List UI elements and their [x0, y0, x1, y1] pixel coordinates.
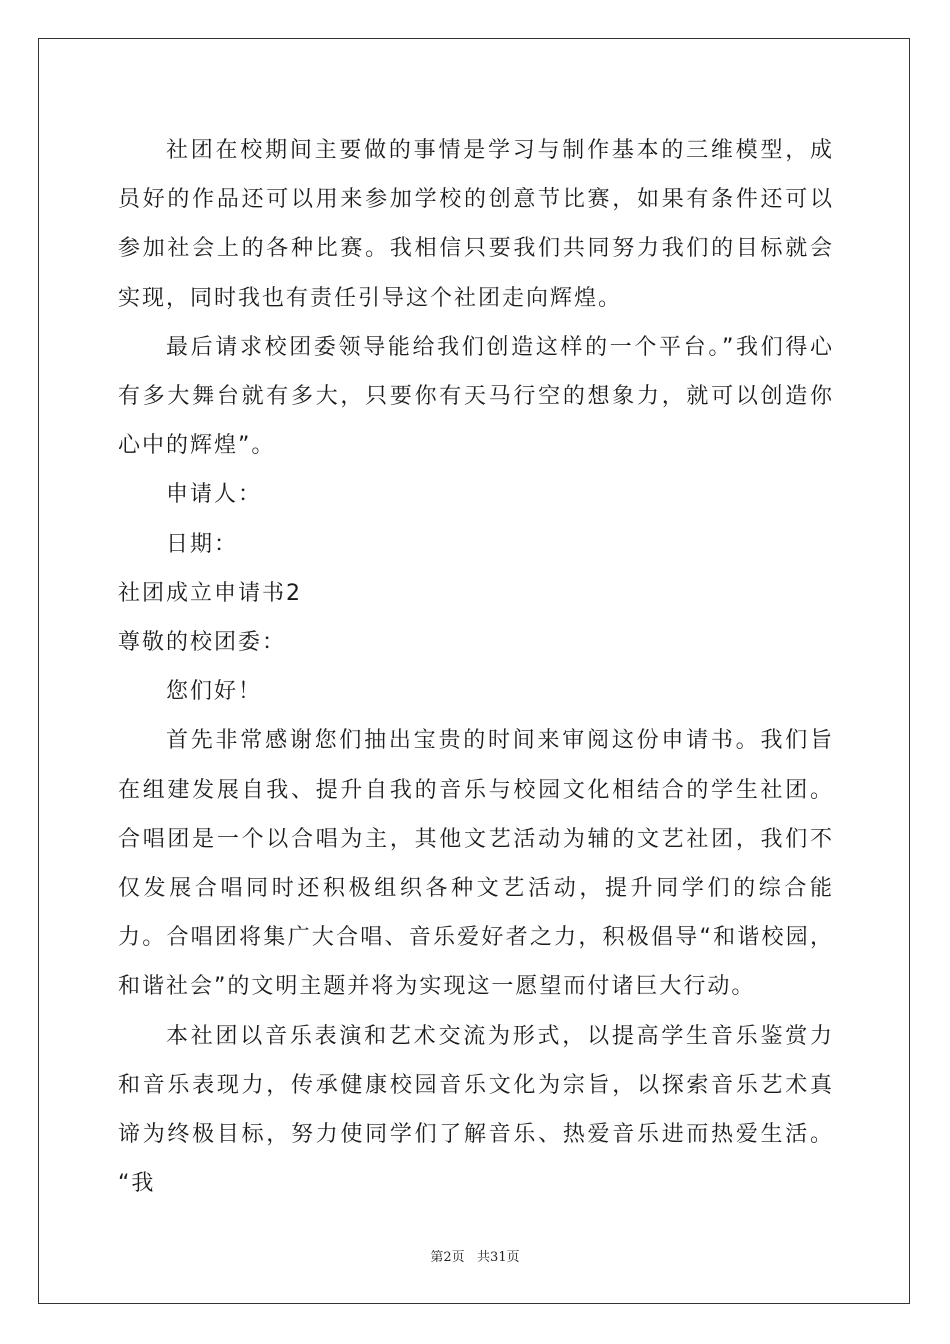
document-body	[118, 126, 834, 1208]
page-number-footer: 第2页 共31页	[430, 1250, 520, 1265]
paragraph-choir-intro: 首先非常感谢您们抽出宝贵的时间来审阅这份申请书。我们旨在组建发展自我、提升自我的音乐与校园文化相结合的学生社团。合唱团是一个以合唱为主，其他文艺活动为辅的文艺社团，我们不仅发展合唱同时还积极组织各种文艺活动，提升同学们的综合能力。合唱团将集广大合唱、音乐爱好者之力，积极倡导“和谐校园，和谐社会”的文明主题并将为实现这一愿望而付诸巨大行动。	[118, 728, 834, 1000]
date-label: 日期：	[166, 531, 239, 557]
applicant-label: 申请人：	[166, 482, 263, 508]
paragraph-club-activities: 社团在校期间主要做的事情是学习与制作基本的三维模型，成员好的作品还可以用来参加学校的创意节比赛，如果有条件还可以参加社会上的各种比赛。我相信只要我们共同努力我们的目标就会实现，同时我也有责任引导这个社团走向辉煌。	[118, 138, 834, 311]
greeting: 您们好！	[166, 679, 263, 705]
salutation: 尊敬的校团委：	[118, 630, 287, 656]
paragraph-request-platform: 最后请求校团委领导能给我们创造这样的一个平台。”我们得心有多大舞台就有多大，只要你有天马行空的想象力，就可以创造你心中的辉煌”。	[118, 334, 834, 459]
paragraph-club-purpose: 本社团以音乐表演和艺术交流为形式，以提高学生音乐鉴赏力和音乐表现力，传承健康校园音乐文化为宗旨，以探索音乐艺术真谛为终极目标，努力使同学们了解音乐、热爱音乐进而热爱生活。 “我	[118, 1023, 834, 1197]
section-title: 社团成立申请书2	[118, 580, 302, 606]
